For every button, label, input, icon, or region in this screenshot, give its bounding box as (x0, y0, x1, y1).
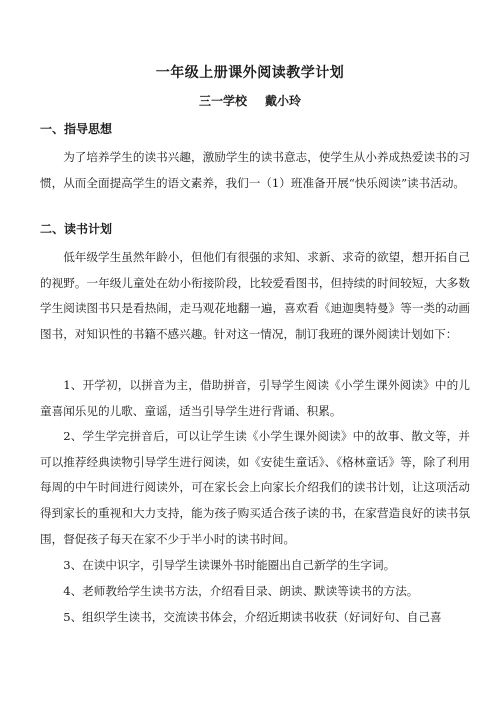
paragraph: 5、组织学生读书，交流读书体会，介绍近期读书收获（好词好句、自己喜 (63, 610, 442, 624)
school-name: 三一学校 (198, 94, 247, 108)
author-name: 戴小玲 (265, 94, 302, 108)
document-title: 一年级上册课外阅读教学计划 (155, 65, 345, 81)
paragraph: 2、学生学完拼音后，可以让学生读《小学生课外阅读》中的故事、散文等，并可以推荐经典读物引导学生进行阅读，如《安徒生童话》、《格林童话》等，除了利用每周的中午时间进行阅读外，可在家长会上向家长介绍我们的读书计划，让这项活动得到家长的重视和大力支持，能为孩子购买适合孩子读的书，在家营造良好的读书氛围，督促孩子每天在家不少于半小时的读书时间。 (40, 429, 470, 546)
section-heading-reading-plan: 二、读书计划 (40, 222, 113, 236)
paragraph: 低年级学生虽然年龄小，但他们有很强的求知、求新、求奇的欲望，想开拓自己的视野。一年级儿童处在幼小衔接阶段，比较爱看图书，但持续的时间较短，大多数学生阅读图书只是看热闹，走马观花地翻一遍，喜欢看《迪迦奥特曼》等一类的动画图书，对知识性的书籍不感兴趣。针对这一情况，制订我班的课外阅读计划如下： (40, 250, 470, 342)
paragraph: 为了培养学生的读书兴趣，激励学生的读书意志，使学生从小养成热爱读书的习惯，从而全面提高学生的语文素养，我们一（1）班准备开展“快乐阅读”读书活动。 (40, 150, 470, 190)
byline (0, 92, 500, 110)
paragraph: 4、老师教给学生读书方法，介绍看目录、朗读、默读等读书的方法。 (63, 584, 419, 598)
section-heading-guiding-thought: 一、指导思想 (40, 122, 113, 136)
paragraph: 1、开学初，以拼音为主，借助拼音，引导学生阅读《小学生课外阅读》中的儿童喜闻乐见的儿歌、童谣，适当引导学生进行背诵、积累。 (40, 378, 470, 418)
paragraph: 3、在读中识字，引导学生读课外书时能圈出自己新学的生字词。 (63, 558, 396, 572)
